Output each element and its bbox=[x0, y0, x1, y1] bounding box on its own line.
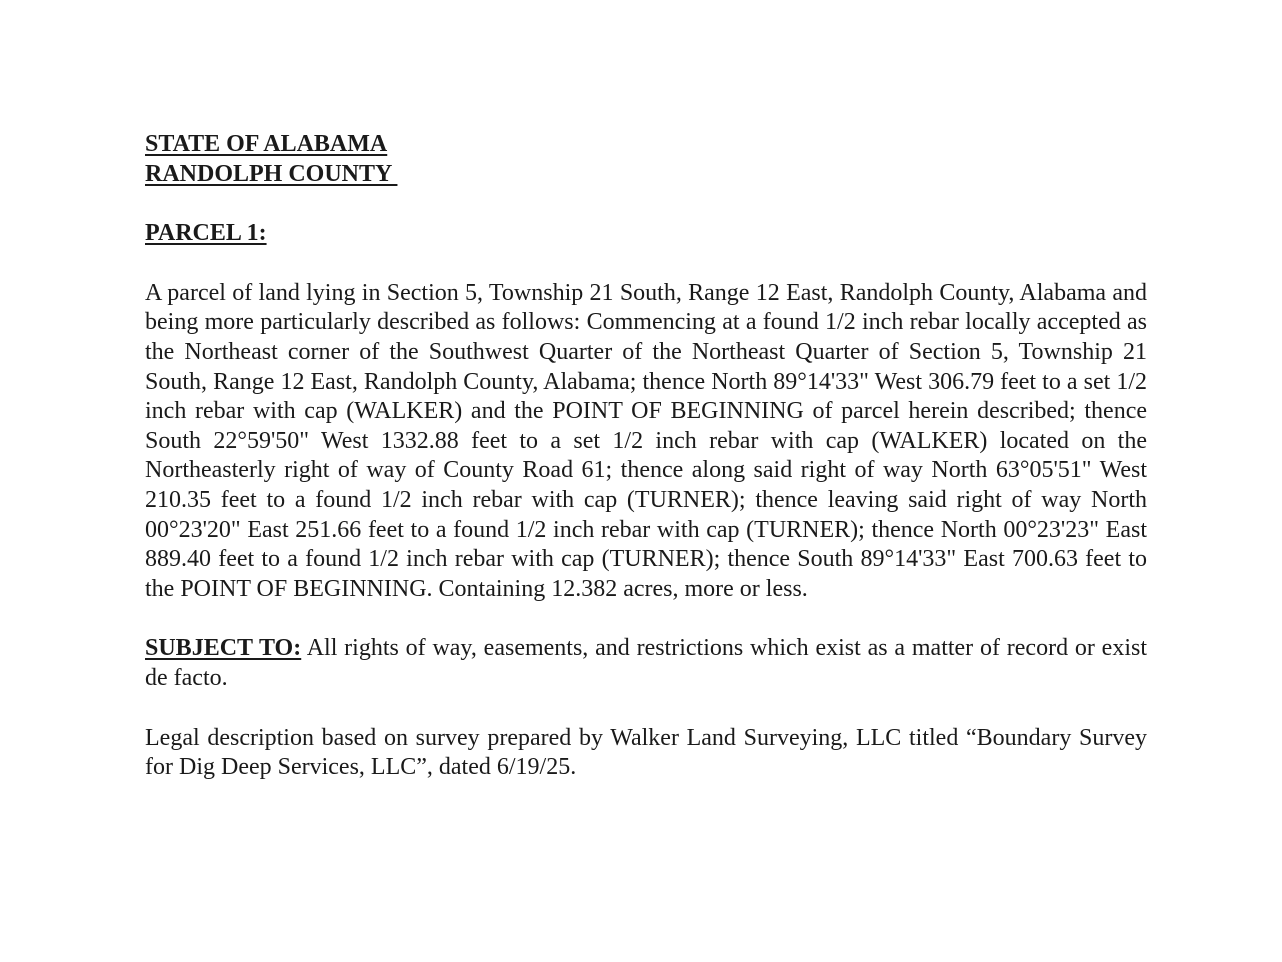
document-page bbox=[145, 130, 1147, 783]
parcel-title: PARCEL 1: bbox=[145, 220, 267, 247]
subject-to-paragraph bbox=[145, 634, 1147, 693]
spacer bbox=[145, 189, 1147, 219]
spacer bbox=[145, 249, 1147, 279]
state-heading: STATE OF ALABAMA bbox=[145, 131, 388, 157]
spacer bbox=[145, 604, 1147, 634]
county-heading: RANDOLPH COUNTY bbox=[145, 160, 398, 187]
spacer bbox=[145, 694, 1147, 724]
subject-to-text: All rights of way, easements, and restrictions which exist as a matter of record or exist de facto. bbox=[145, 635, 1148, 691]
subject-to-label: SUBJECT TO: bbox=[145, 635, 302, 662]
parcel-description: A parcel of land lying in Section 5, Township 21 South, Range 12 East, Randolph County, Alabama and being more particularly described as follows: Commencing at a found 1/2 inch rebar locally accepted as the Northeast corner of the Southwest Quarter of the Northeast Quarter of Section 5, Township 21 South, Range 12 East, Randolph County, Alabama; thence North 89°14'33" West 306.79 feet to a set 1/2 inch rebar with cap (WALKER) and the POINT OF BEGINNING of parcel herein described; thence South 22°59'50" West 1332.88 feet to a set 1/2 inch rebar with cap (WALKER) located on the Northeasterly right of way of County Road 61; thence along said right of way North 63°05'51" West 210.35 feet to a found 1/2 inch rebar with cap (TURNER); thence leaving said right of way North 00°23'20" East 251.66 feet to a found 1/2 inch rebar with cap (TURNER); thence North 00°23'23" East 889.40 feet to a found 1/2 inch rebar with cap (TURNER); thence South 89°14'33" East 700.63 feet to the POINT OF BEGINNING. Containing 12.382 acres, more or less. bbox=[145, 279, 1147, 602]
legal-description-note: Legal description based on survey prepared by Walker Land Surveying, LLC titled “Boundary Survey for Dig Deep Services, LLC”, dated 6/19/25. bbox=[145, 724, 1147, 781]
